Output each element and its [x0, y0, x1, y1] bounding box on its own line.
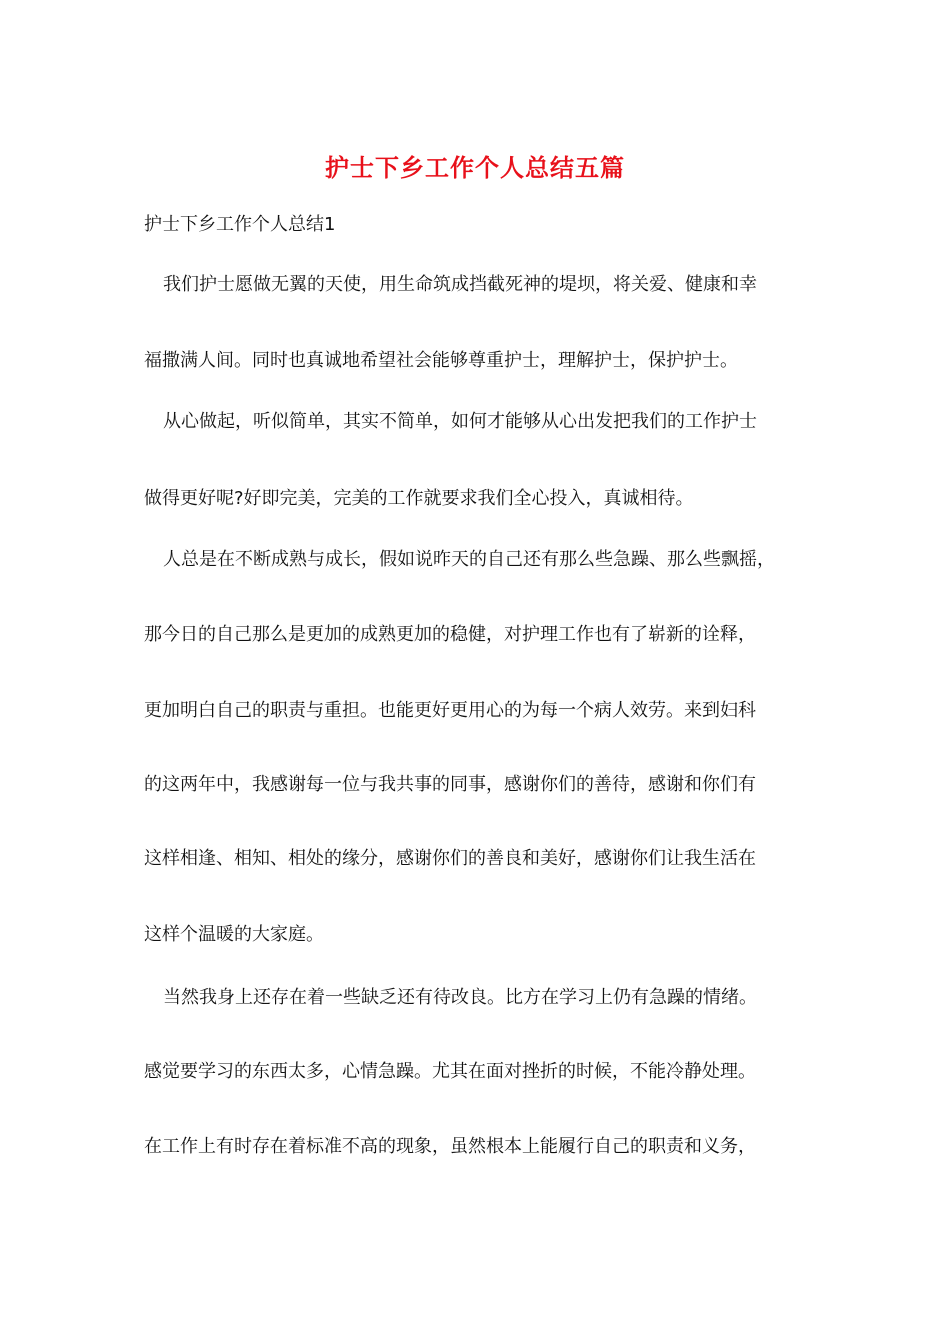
paragraph-line: 福撒满人间。同时也真诚地希望社会能够尊重护士，理解护士，保护护士。	[144, 350, 738, 371]
paragraph-line: 这样相逢、相知、相处的缘分，感谢你们的善良和美好，感谢你们让我生活在	[144, 848, 756, 869]
paragraph-line: 感觉要学习的东西太多，心情急躁。尤其在面对挫折的时候，不能冷静处理。	[144, 1061, 756, 1082]
section-heading: 护士下乡工作个人总结1	[144, 214, 336, 235]
paragraph-line: 更加明白自己的职责与重担。也能更好更用心的为每一个病人效劳。来到妇科	[144, 700, 756, 721]
paragraph-line: 的这两年中，我感谢每一位与我共事的同事，感谢你们的善待，感谢和你们有	[144, 774, 756, 795]
paragraph-line: 这样个温暖的大家庭。	[144, 924, 324, 945]
paragraph-line: 当然我身上还存在着一些缺乏还有待改良。比方在学习上仍有急躁的情绪。	[163, 987, 757, 1008]
paragraph-line: 在工作上有时存在着标准不高的现象，虽然根本上能履行自己的职责和义务，	[144, 1136, 756, 1157]
document-title: 护士下乡工作个人总结五篇	[325, 154, 625, 182]
paragraph-line: 做得更好呢?好即完美，完美的工作就要求我们全心投入，真诚相待。	[144, 488, 694, 509]
paragraph-line: 那今日的自己那么是更加的成熟更加的稳健，对护理工作也有了崭新的诠释，	[144, 624, 756, 645]
paragraph-line: 人总是在不断成熟与成长，假如说昨天的自己还有那么些急躁、那么些飘摇，	[163, 549, 775, 570]
paragraph-line: 从心做起，听似简单，其实不简单，如何才能够从心出发把我们的工作护士	[163, 411, 757, 432]
paragraph-line: 我们护士愿做无翼的天使，用生命筑成挡截死神的堤坝，将关爱、健康和幸	[163, 274, 757, 295]
